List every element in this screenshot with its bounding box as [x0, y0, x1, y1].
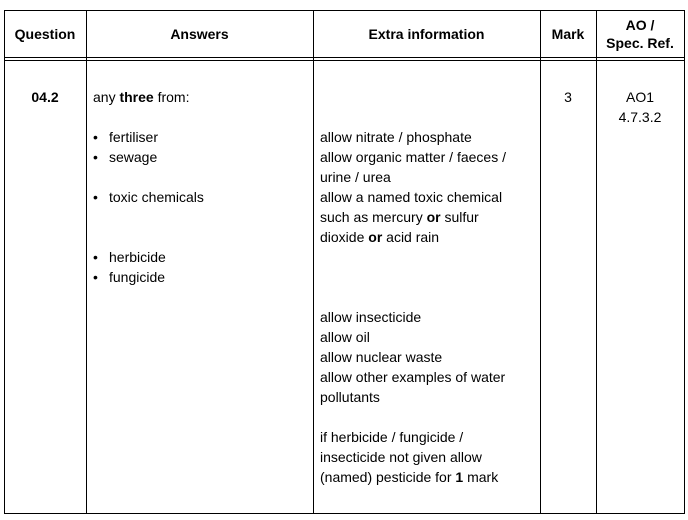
extra-info-line: allow a named toxic chemical	[320, 189, 503, 205]
column-divider-4	[596, 10, 597, 514]
list-item: • herbicide	[93, 249, 166, 265]
extra-info-line: such as mercury or sulfur	[320, 209, 479, 225]
bullet-icon: •	[93, 269, 98, 285]
extra-info-line: dioxide or acid rain	[320, 229, 440, 245]
list-item: • sewage	[93, 149, 158, 165]
bullet-icon: •	[93, 149, 98, 165]
header-answers: Answers	[170, 26, 229, 42]
answer-intro: any three from:	[93, 89, 190, 105]
extra-info-line: allow nitrate / phosphate	[320, 129, 472, 145]
list-item: • toxic chemicals	[93, 189, 204, 205]
column-divider-1	[86, 10, 87, 514]
mark-value: 3	[564, 89, 572, 105]
header-question: Question	[14, 26, 76, 42]
extra-info-line: if herbicide / fungicide /	[320, 429, 464, 445]
bullet-icon: •	[93, 189, 98, 205]
column-divider-2	[313, 10, 314, 514]
column-divider-5	[684, 10, 685, 514]
column-divider-0	[4, 10, 5, 514]
header-mark: Mark	[551, 26, 585, 42]
list-item: • fertiliser	[93, 129, 159, 145]
bullet-icon: •	[93, 129, 98, 145]
spec-ref-value: 4.7.3.2	[618, 109, 662, 125]
extra-info-line: allow other examples of water	[320, 369, 506, 385]
list-item: • fungicide	[93, 269, 166, 285]
extra-info-line: allow nuclear waste	[320, 349, 443, 365]
extra-info-line: (named) pesticide for 1 mark	[320, 469, 499, 485]
extra-info-line: insecticide not given allow	[320, 449, 482, 465]
extra-info-line: pollutants	[320, 389, 380, 405]
table-border-bottom	[4, 513, 685, 514]
header-ao-line1: AO /	[625, 17, 655, 33]
header-extra-information: Extra information	[368, 26, 485, 42]
extra-info-line: allow oil	[320, 329, 370, 345]
table-border-top	[4, 10, 685, 11]
header-divider-2	[4, 60, 685, 61]
column-divider-3	[540, 10, 541, 514]
extra-info-line: allow insecticide	[320, 309, 422, 325]
question-number: 04.2	[31, 89, 59, 105]
extra-info-line: urine / urea	[320, 169, 391, 185]
extra-info-line: allow organic matter / faeces /	[320, 149, 506, 165]
header-divider-1	[4, 57, 685, 58]
bullet-icon: •	[93, 249, 98, 265]
header-ao-line2: Spec. Ref.	[606, 35, 674, 51]
ao-value: AO1	[625, 89, 654, 105]
